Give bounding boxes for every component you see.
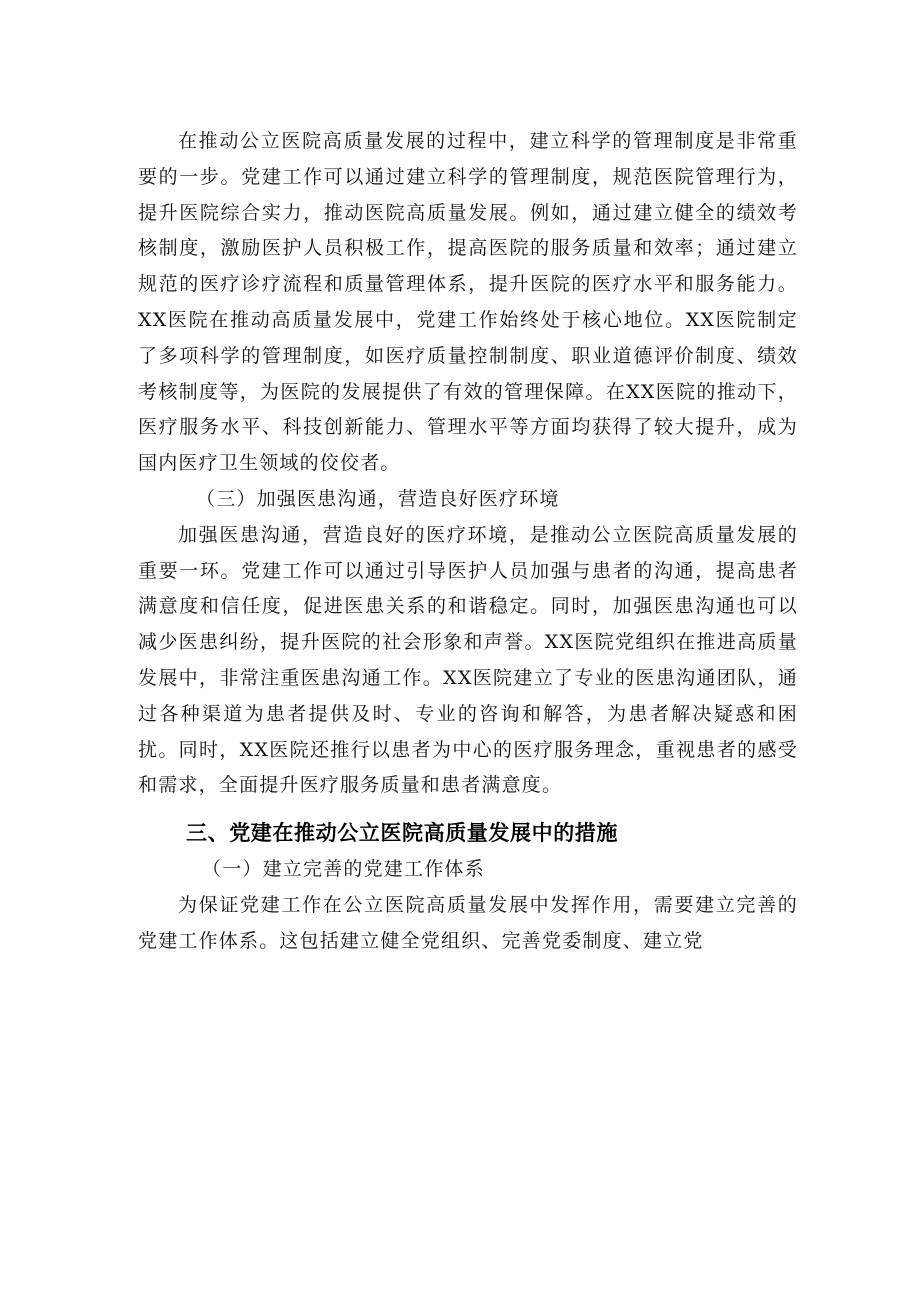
paragraph-management-system: 在推动公立医院高质量发展的过程中，建立科学的管理制度是非常重要的一步。党建工作可以通过建立科学的管理制度，规范医院管理行为，提升医院综合实力，推动医院高质量发展。例如，通过建立健全的绩效考核制度，激励医护人员积极工作，提高医院的服务质量和效率；通过建立规范的医疗诊疗流程和质量管理体系，提升医院的医疗水平和服务能力。XX医院在推动高质量发展中，党建工作始终处于核心地位。XX医院制定了多项科学的管理制度，如医疗质量控制制度、职业道德评价制度、绩效考核制度等，为医院的发展提供了有效的管理保障。在XX医院的推动下，医疗服务水平、科技创新能力、管理水平等方面均获得了较大提升，成为国内医疗卫生领域的佼佼者。 (138, 130, 798, 475)
paragraph-party-work-system: 为保证党建工作在公立医院高质量发展中发挥作用，需要建立完善的党建工作体系。这包括建立健全党组织、完善党委制度、建立党 (138, 893, 798, 952)
section-heading-measures: 三、党建在推动公立医院高质量发展中的措施 (186, 821, 618, 846)
document-page (138, 124, 798, 960)
subheading-party-work-system: （一）建立完善的党建工作体系 (202, 858, 485, 881)
subheading-doctor-patient-communication: （三）加强医患沟通，营造良好医疗环境 (196, 487, 560, 510)
paragraph-communication: 加强医患沟通，营造良好的医疗环境，是推动公立医院高质量发展的重要一环。党建工作可以通过引导医护人员加强与患者的沟通，提高患者满意度和信任度，促进医患关系的和谐稳定。同时，加强医患沟通也可以减少医患纠纷，提升医院的社会形象和声誉。XX医院党组织在推进高质量发展中，非常注重医患沟通工作。XX医院建立了专业的医患沟通团队，通过各种渠道为患者提供及时、专业的咨询和解答，为患者解决疑惑和困扰。同时，XX医院还推行以患者为中心的医疗服务理念，重视患者的感受和需求，全面提升医疗服务质量和患者满意度。 (138, 523, 798, 797)
